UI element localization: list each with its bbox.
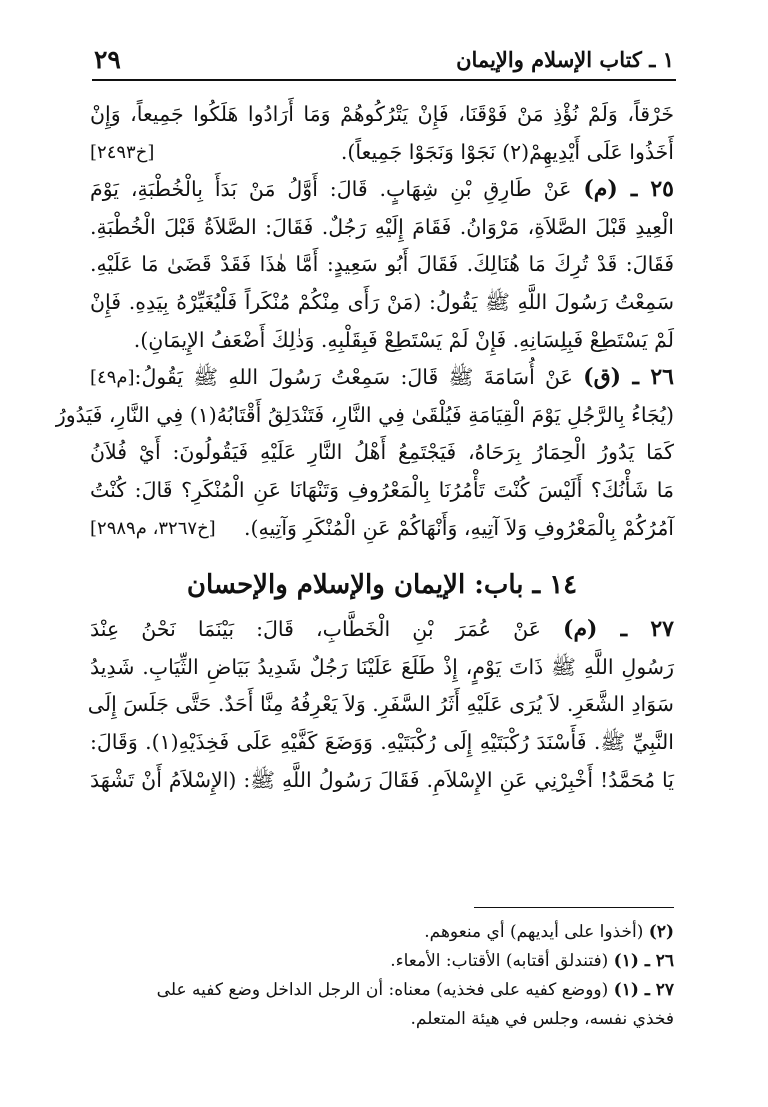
text-line-content: لَمْ يَسْتَطِعْ فَبِلِسَانِهِ. فَإِنْ لَمْ يَسْتَطِعْ فَبِقَلْبِهِ. وَذٰلِكَ أَضْعَفُ الإِيمَانِ). (133, 327, 674, 352)
hadith-first-line (90, 359, 674, 397)
hadith-number: ٢٦ ـ (ق) (583, 364, 674, 391)
text-line-content: عَنْ عُمَرَ بْنِ الْخَطَّابِ، قَالَ: بَيْنَمَا نَحْنُ عِنْدَ (90, 617, 541, 642)
header-rule (92, 79, 676, 81)
footnote-number: ٢٧ ـ (١) (613, 980, 674, 1000)
footnote-rule (474, 907, 674, 908)
text-line: رَسُولِ اللَّهِ ﷺ ذَاتَ يَوْمٍ، إِذْ طَلَعَ عَلَيْنَا رَجُلٌ شَدِيدُ بَيَاضِ الثِّيَابِ. شَدِيدُ (90, 654, 674, 679)
text-line-content: عَنْ طَارِقِ بْنِ شِهَابٍ. قَالَ: أَوَّلُ مَنْ بَدَأَ بِالْخُطْبَةِ، يَوْمَ (90, 177, 572, 202)
text-line: كَمَا يَدُورُ الْحِمَارُ بِرَحَاهُ، فَيَجْتَمِعُ أَهْلُ النَّارِ عَلَيْهِ فَيَقُولُونَ: أَيْ فُلاَنُ (90, 440, 674, 465)
text-line-content: أَخَذُوا عَلَى أَيْدِيهِمْ(٢) نَجَوْا وَنَجَوْا جَمِيعاً). (340, 139, 674, 164)
footnotes (92, 918, 674, 1034)
main-text (55, 96, 674, 799)
hadith-first-line (90, 611, 674, 649)
source-reference: [خ٢٤٩٣] (90, 141, 155, 163)
text-line (90, 510, 674, 548)
text-line: سَمِعْتُ رَسُولَ اللَّهِ ﷺ يَقُولُ: (مَنْ رَأَى مِنْكُمْ مُنْكَراً فَلْيُغَيِّرْهُ بِيَدِهِ. فَإِنْ (90, 289, 674, 314)
footnote-text: (أخذوا على أيديهم) أي منعوهم. (424, 922, 644, 942)
footnote-number: ٢٦ ـ (١) (613, 951, 674, 971)
footnote-number: (٢) (648, 922, 674, 942)
text-line: يَا مُحَمَّدُ! أَخْبِرْنِي عَنِ الإِسْلاَمِ. فَقَالَ رَسُولُ اللَّهِ ﷺ: (الإِسْلاَمُ أَنْ تَشْهَدَ (90, 767, 674, 792)
running-title: ١ ـ كتاب الإسلام والإيمان (456, 46, 674, 72)
text-line (90, 134, 674, 172)
source-reference: [خ٣٢٦٧، م٢٩٨٩] (90, 517, 216, 539)
text-line: النَّبِيِّ ﷺ. فَأَسْنَدَ رُكْبَتَيْهِ إِلَى رُكْبَتَيْهِ. وَوَضَعَ كَفَّيْهِ عَلَى فَخِذَيْهِ(١). وَقَالَ: (90, 729, 674, 754)
footnote (92, 976, 674, 1005)
text-line: خَرْقاً، وَلَمْ نُؤْذِ مَنْ فَوْقَنَا، فَإِنْ يَتْرُكُوهُمْ وَمَا أَرَادُوا هَلَكُوا جَمِيعاً، وَإِنْ (90, 102, 674, 126)
footnote-text: (ووضع كفيه على فخذيه) معناه: أن الرجل الداخل وضع كفيه على (156, 980, 609, 1000)
page-number: ٢٩ (94, 44, 121, 74)
hadith-number: ٢٥ ـ (م) (583, 176, 674, 203)
text-line: الْعِيدِ قَبْلَ الصَّلاَةِ، مَرْوَانُ. فَقَامَ إِلَيْهِ رَجُلٌ. فَقَالَ: الصَّلاَةُ قَبْلَ الْخُطْبَةِ. (90, 214, 674, 239)
chapter-heading: ١٤ ـ باب: الإيمان والإسلام والإحسان (186, 570, 578, 601)
running-header (94, 40, 674, 78)
text-line: (يُجَاءُ بِالرَّجُلِ يَوْمَ الْقِيَامَةِ فَيُلْقَىٰ فِي النَّارِ، فَتَنْدَلِقُ أَقْتَابُهُ(١) فِي النَّارِ، فَيَدُورُ (55, 402, 674, 427)
footnote (92, 918, 674, 947)
hadith-number: ٢٧ ـ (م) (563, 616, 674, 643)
text-line-content: عَنْ أُسَامَةَ ﷺ قَالَ: سَمِعْتُ رَسُولَ اللهِ ﷺ يَقُولُ: (134, 365, 573, 390)
text-line: فَقَالَ: قَدْ تُرِكَ مَا هُنَالِكَ. فَقَالَ أَبُو سَعِيدٍ: أَمَّا هٰذَا فَقَدْ قَضَىٰ مَا عَلَيْهِ. (90, 252, 674, 277)
footnote-continuation: فخذي نفسه، وجلس في هيئة المتعلم. (410, 1009, 674, 1029)
hadith-first-line (90, 171, 674, 209)
text-line: سَوَادِ الشَّعَرِ. لاَ يُرَى عَلَيْهِ أَثَرُ السَّفَرِ. وَلاَ يَعْرِفُهُ مِنَّا أَحَدٌ. حَتَّى جَلَسَ إِلَى (87, 692, 674, 717)
footnote-text: (فتندلق أقتابه) الأقتاب: الأمعاء. (390, 951, 609, 971)
source-reference: [م٤٩] (90, 367, 135, 389)
text-line-content: آمُرُكُمْ بِالْمَعْرُوفِ وَلاَ آتِيهِ، وَأَنْهَاكُمْ عَنِ الْمُنْكَرِ وَآتِيهِ). (243, 515, 674, 540)
text-line: مَا شَأْنُكَ؟ أَلَيْسَ كُنْتَ تَأْمُرُنَا بِالْمَعْرُوفِ وَتَنْهَانَا عَنِ الْمُنْكَرِ؟ قَالَ: كُنْتُ (90, 477, 674, 502)
footnote (92, 947, 674, 976)
